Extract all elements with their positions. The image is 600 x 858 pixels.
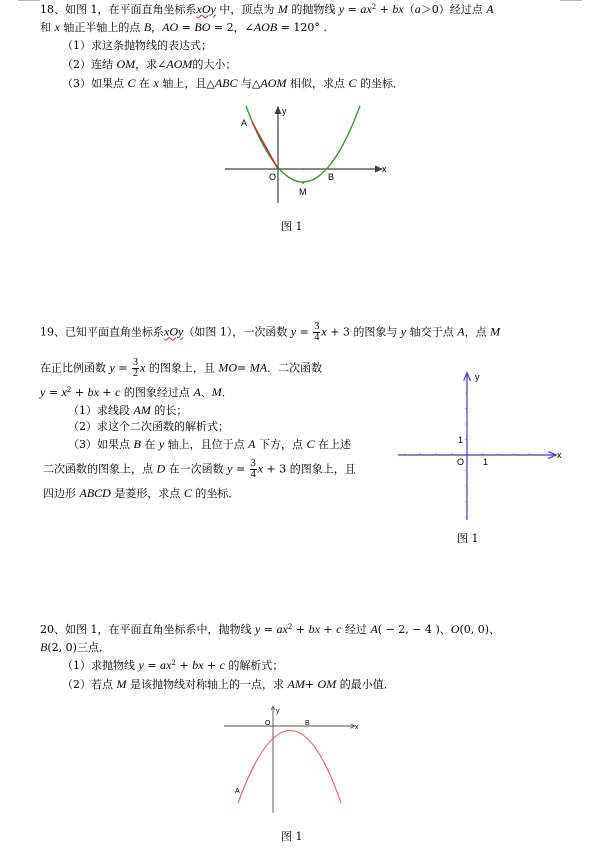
var-ABC: ABC (214, 76, 238, 90)
coord-O: (0, 0) (459, 623, 490, 636)
var-AO: AO (162, 20, 179, 34)
text: 、 (439, 623, 451, 636)
problem-19-line-2 (40, 358, 322, 379)
text: 20、如图 1，在平面直角坐标系中，抛物线 (40, 623, 255, 636)
var-OM: OM (317, 677, 337, 691)
exponent: 2 (171, 659, 176, 667)
label-y: y (282, 106, 287, 116)
text: 、 (200, 386, 212, 399)
problem-20-line-2 (40, 640, 110, 655)
problem-18-line-2 (40, 20, 327, 35)
var-c: c (115, 385, 121, 399)
var-bx: bx (392, 2, 404, 16)
var-M: M (490, 324, 501, 339)
var-M: M (211, 385, 222, 399)
problem-19-question-3 (68, 437, 351, 452)
label-x: x (382, 164, 387, 174)
text: 是该抛物线对称轴上的一点，求 (126, 678, 288, 691)
axis-midpoint-marker (302, 168, 304, 170)
text: 的图象上，且 (286, 462, 356, 476)
fraction (250, 459, 257, 480)
problem-19-question-3-cont (43, 459, 356, 480)
text: 的大小； (192, 58, 237, 71)
numerator: 3 (250, 458, 256, 469)
var-A: A (370, 622, 378, 636)
text: 在 (135, 77, 154, 90)
problem-19-question-3-end (43, 486, 239, 501)
var-AOM: AOM (166, 57, 193, 71)
var-D: D (156, 461, 166, 476)
var-x: x (153, 76, 159, 90)
problem-19-line-1 (40, 322, 500, 343)
text: + 3 (326, 325, 350, 339)
text: 的解析式； (224, 659, 284, 672)
text: + (175, 659, 193, 672)
text: 在正比例函数 (40, 361, 110, 375)
var-B: B (143, 20, 152, 34)
var-B: B (40, 640, 48, 654)
var-x: x (54, 20, 60, 34)
text: 中，顶点为 (215, 3, 278, 16)
coord-B: (2, 0) (47, 641, 77, 654)
problem-18-question-1: （1）求这条抛物线的表达式； (62, 39, 212, 52)
problem-19-question-2: （2）求这个二次函数的解析式； (68, 420, 229, 433)
text: 与△ (237, 77, 261, 90)
numerator: 3 (133, 357, 139, 368)
problem-19-question-1 (68, 403, 187, 418)
label-M: M (299, 187, 307, 197)
var-A: A (486, 2, 494, 16)
var-A: A (193, 385, 201, 399)
text: 在一次函数 (165, 462, 228, 476)
var-c: c (219, 658, 225, 672)
text: ， (151, 21, 163, 34)
var-ABCD: ABCD (79, 486, 111, 500)
text: 和 (40, 21, 55, 34)
text: + (319, 623, 337, 636)
text: + (292, 623, 309, 636)
problem-20-figure-caption: 图 1 (281, 830, 303, 843)
text: = (232, 462, 249, 476)
text: 轴交于点 (406, 325, 458, 339)
label-x: x (557, 450, 562, 460)
text: 四边形 (43, 487, 80, 500)
vertex-marker (302, 182, 304, 184)
var-y: y (338, 2, 345, 16)
coord-A: ( − 2, − 4 ) (377, 623, 440, 636)
text: 轴正半轴上的点 (59, 21, 144, 34)
text: = (260, 623, 277, 636)
problem-18-figure-caption: 图 1 (281, 220, 303, 233)
var-y: y (290, 324, 297, 339)
text: + (98, 386, 116, 399)
problem-19-figure (395, 365, 565, 525)
var-bx: bx (87, 385, 99, 399)
text: （如图 1），一次函数 (183, 325, 291, 339)
text: 18、如图 1，在平面直角坐标系 (40, 3, 197, 16)
text: （ (403, 3, 415, 16)
var-M: M (277, 2, 288, 16)
var-y: y (40, 385, 46, 399)
text: = (296, 325, 313, 339)
text: = (114, 361, 132, 375)
var-x: x (257, 461, 264, 476)
text: 是菱形，求点 (110, 487, 184, 500)
text: = (237, 361, 250, 375)
text: 轴上，且△ (158, 77, 215, 90)
text: = (344, 3, 361, 16)
text: 的图象与 (349, 325, 401, 339)
denominator: 2 (133, 368, 139, 379)
var-y: y (255, 622, 261, 636)
label-B: B (328, 172, 335, 182)
text: ＞0）经过点 (420, 3, 487, 16)
label-x: x (355, 724, 359, 731)
var-B: B (133, 437, 141, 451)
text: + 3 (263, 462, 287, 476)
text: 相似，求点 (286, 77, 349, 90)
text: 下方，点 (255, 438, 307, 451)
var-C: C (183, 486, 192, 500)
text: （3）如果点 (68, 438, 134, 451)
var-bx: bx (192, 658, 204, 672)
var-A: A (248, 437, 256, 451)
label-O: O (269, 172, 277, 182)
text: 19、已知平面直角坐标系 (40, 325, 164, 339)
text: 在 (140, 438, 159, 451)
var-AOB: AOB (253, 20, 278, 34)
text: = 2，∠ (210, 21, 254, 34)
text: 三点． (76, 641, 110, 654)
var-y: y (109, 360, 115, 375)
label-O: O (265, 720, 271, 727)
var-ax: ax (276, 622, 288, 636)
problem-20-figure (220, 703, 370, 823)
var-M: M (116, 677, 127, 691)
exponent: 2 (371, 3, 377, 11)
text: ．二次函数 (267, 361, 323, 375)
problem-19-line-3 (40, 385, 233, 400)
segment-AO (252, 122, 278, 169)
text: 的坐标． (356, 77, 404, 90)
var-y: y (158, 437, 165, 451)
text: = (45, 386, 62, 399)
label-B: B (305, 720, 310, 727)
text: = (143, 659, 161, 672)
text: 二次函数的图象上，点 (43, 462, 157, 476)
var-MO: MO (218, 360, 238, 375)
problem-20-question-1 (62, 658, 283, 673)
var-y: y (138, 658, 144, 672)
var-MA: MA (249, 360, 268, 375)
fraction (132, 358, 139, 379)
var-x: x (321, 324, 327, 339)
denominator: 4 (314, 332, 320, 343)
text: （2）若点 (62, 678, 117, 691)
text: （1）求线段 (68, 404, 134, 417)
exponent: 2 (287, 623, 293, 631)
text: 的图象上，且 (145, 361, 219, 375)
text: = (178, 21, 195, 34)
var-C: C (348, 76, 357, 90)
problem-18-line-1 (40, 2, 494, 17)
var-A: A (457, 324, 465, 339)
parabola-curve (238, 731, 341, 804)
text: + (304, 678, 318, 691)
problem-20-question-2 (62, 677, 395, 692)
numerator: 3 (314, 321, 320, 332)
label-y: y (475, 372, 480, 382)
problem-18-question-3 (62, 76, 404, 91)
text: ． (221, 386, 233, 399)
page-corner-mark-right (560, 0, 582, 1)
text: 的图象经过点 (120, 386, 194, 399)
exponent: 2 (66, 386, 72, 394)
var-x: x (140, 360, 146, 375)
var-AOM: AOM (260, 76, 287, 90)
text: + (71, 386, 88, 399)
var-OM: OM (116, 57, 136, 71)
coord-system-name: xOy (196, 2, 216, 16)
text: + (203, 659, 220, 672)
var-AM: AM (133, 403, 151, 417)
text: 的长； (150, 404, 188, 417)
text: （1）求抛物线 (62, 659, 139, 672)
label-O: O (457, 457, 465, 467)
var-c: c (336, 622, 342, 636)
text: + (376, 3, 393, 16)
text: = 120° . (277, 21, 327, 34)
var-y: y (227, 461, 233, 476)
var-O: O (450, 622, 460, 636)
var-C: C (306, 437, 315, 451)
parabola-curve (246, 106, 360, 182)
label-A: A (235, 788, 240, 795)
label-x-unit: 1 (483, 457, 489, 467)
text: 的坐标． (191, 487, 240, 500)
text: （3）如果点 (62, 77, 128, 90)
var-x: x (61, 385, 67, 399)
problem-18-question-2 (62, 57, 236, 72)
var-ax: ax (360, 2, 372, 16)
problem-19-figure-caption: 图 1 (457, 532, 479, 545)
text: 经过 (341, 623, 371, 636)
label-y: y (276, 708, 280, 715)
text: 的抛物线 (287, 3, 339, 16)
problem-20-line-1 (40, 622, 500, 637)
var-a: a (414, 2, 421, 16)
text: ，求∠ (135, 58, 167, 71)
coord-system-name: xOy (164, 324, 184, 339)
fraction (313, 322, 320, 343)
var-y: y (400, 324, 407, 339)
text: （2）连结 (62, 58, 117, 71)
text: 的最小值． (336, 678, 395, 691)
text: 在上述 (314, 438, 352, 451)
text: ，点 (464, 325, 491, 339)
label-A: A (241, 118, 248, 128)
text: 、 (489, 623, 501, 636)
problem-18-figure (200, 100, 400, 210)
var-ax: ax (160, 658, 172, 672)
label-y-unit: 1 (458, 435, 464, 445)
var-C: C (127, 76, 136, 90)
var-AM: AM (287, 677, 305, 691)
text: 轴上，且位于点 (164, 438, 249, 451)
var-BO: BO (194, 20, 211, 34)
var-bx: bx (308, 622, 320, 636)
page-corner-mark-left (18, 0, 40, 1)
denominator: 4 (250, 469, 256, 480)
